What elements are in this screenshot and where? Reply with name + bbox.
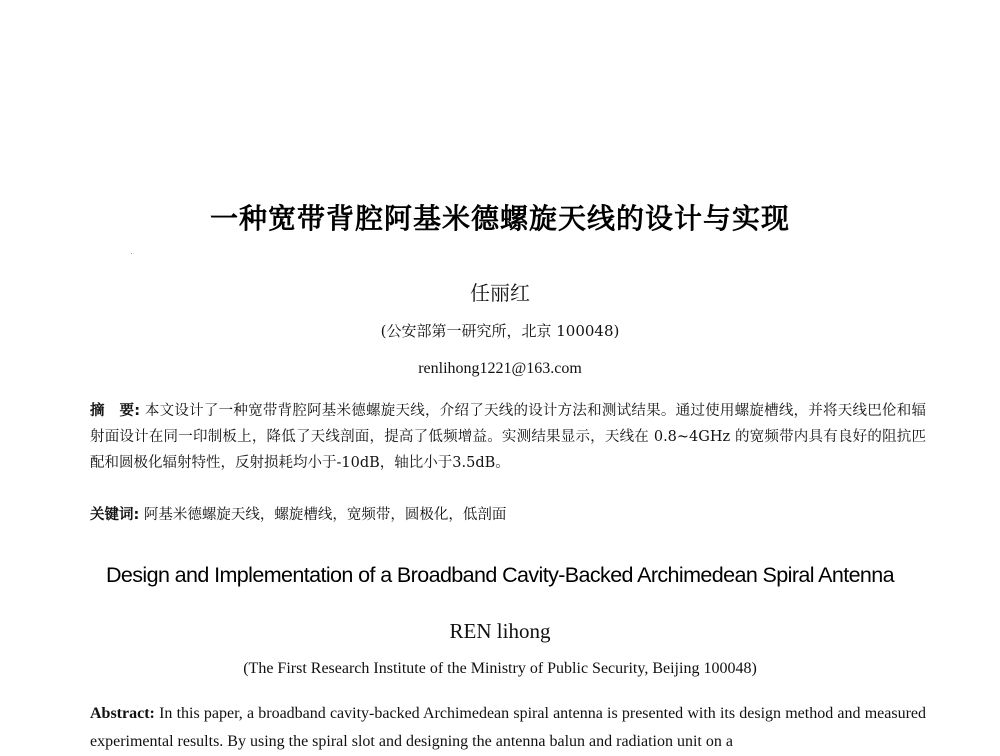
chinese-keywords-text: 阿基米德螺旋天线，螺旋槽线，宽频带，圆极化，低剖面 xyxy=(143,507,507,523)
scan-artifact xyxy=(131,253,132,254)
chinese-author: 任丽红 xyxy=(470,281,530,305)
chinese-abstract-label: 摘 要: xyxy=(90,403,141,419)
author-email: renlihong1221@163.com xyxy=(418,360,582,377)
chinese-keywords-label: 关键词: xyxy=(90,507,140,523)
english-author: REN lihong xyxy=(449,619,551,643)
chinese-abstract xyxy=(90,398,926,476)
english-abstract-label: Abstract: xyxy=(90,705,155,722)
english-abstract-text: In this paper, a broadband cavity-backed Archimedean spiral antenna is presented with its design method and measured experimental results. By using the spiral slot and designing the antenna balun and radiation unit on a xyxy=(90,705,927,750)
chinese-title: 一种宽带背腔阿基米德螺旋天线的设计与实现 xyxy=(209,202,790,235)
chinese-keywords xyxy=(90,504,926,526)
english-title: Design and Implementation of a Broadband Cavity-Backed Archimedean Spiral Antenna xyxy=(105,563,895,587)
english-affiliation: (The First Research Institute of the Ministry of Public Security, Beijing 100048) xyxy=(243,660,757,677)
chinese-affiliation: (公安部第一研究所，北京 100048) xyxy=(380,322,620,340)
chinese-abstract-text: 本文设计了一种宽带背腔阿基米德螺旋天线，介绍了天线的设计方法和测试结果。通过使用螺旋槽线，并将天线巴伦和辐射面设计在同一印制板上，降低了天线剖面，提高了低频增益。实测结果显示，天线在 0.8~4GHz 的宽频带内具有良好的阻抗匹配和圆极化辐射特性，反射损耗均小于-10dB，轴比小于3.5dB。 xyxy=(90,403,926,471)
